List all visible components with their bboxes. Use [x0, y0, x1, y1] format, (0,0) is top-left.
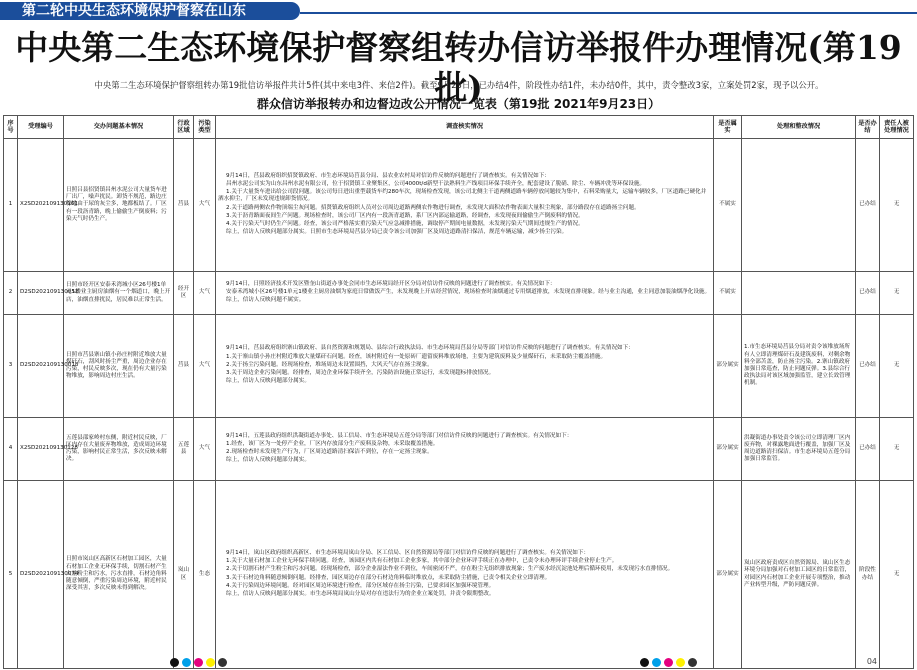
row-region: 莒县 — [174, 315, 194, 418]
row-accountable: 无 — [880, 272, 914, 315]
section-rule — [300, 12, 917, 14]
row-handling: 洪凝街道办事处责令该公司立即清理厂区内废弃物，对裸露地面进行覆盖，加强厂区及周边道路清扫保洁。市生态环境局五莲分局加强日常监管。 — [742, 418, 856, 481]
investigation-paragraph: 1.经查，该厂区为一处停产企业，厂区内存放部分生产废料及杂物，未采取覆盖措施。 — [226, 440, 439, 447]
row-issue: 五莲县邵家岭村东侧，附近村民反映，厂区内存在大量废弃物堆放，造成周边环境污染，影响村民正常生活，多次反映未解决。 — [64, 418, 174, 481]
col-closed: 是否办结 — [856, 116, 880, 139]
investigation-paragraph: 综上，信访人反映问题部分属实。 — [226, 378, 310, 385]
col-id: 受理编号 — [18, 116, 64, 139]
investigation-paragraph: 综上，信访人反映问题不属实。 — [226, 297, 305, 304]
col-region: 行政区域 — [174, 116, 194, 139]
investigation-paragraph: 4.关于污染天气时仍生产问题。经查，该公司严格落实重污染天气应急减排措施，调取停产期间电量数据，未发现污染天气期间违规生产的情况。 — [226, 220, 584, 227]
investigation-paragraph: 9月14日，莒县政府组织寨山镇政府、县自然资源和规划局、县综合行政执法局、市生态环境局莒县分局等部门对信访件反映的问题进行了调查核实。有关情况如下： — [226, 345, 634, 352]
row-issue: 日照市岚山区高新区石材加工园区，大量石材加工企业无环保手续，切割石材产生大量粉尘和污水，污水直排，石材边角料随意倾倒，严重污染周边环境，附近村民深受其害，多次反映未得到解决。 — [64, 481, 174, 669]
investigation-paragraph: 1.关于大量货车进出给公司段问题。该公司每日进出重型载货车约280车次，现场检查发现，该公司北侧主干道两侧道路车辆停放问题较为集中，石料采购量大，运输车辆较多，厂区道路已硬化并洒水抑尘，厂区未发现违规卸货情况。 — [218, 189, 707, 203]
investigation-paragraph: 综上，信访人反映问题部分属实。日照市生态环境局莒县分局已责令该公司加强厂区及周边道路清扫保洁，规范车辆运输，减少扬尘污染。 — [226, 229, 568, 236]
table-row — [4, 272, 914, 315]
investigation-paragraph: 1.关于寨山镇小孙庄村附近堆放大量煤矸石问题。经查，该村附近有一处原砖厂遗留废料堆放场地，主要为建筑废料及少量煤矸石，未采取防尘覆盖措施。 — [226, 353, 607, 360]
row-issue: 日照市经开区安泰禾湾城小区26号楼1单元1楼业主厨房油烟有一个烟道口，晚上开店，油烟直排扰民，居民难以正常生活。 — [64, 272, 174, 315]
investigation-paragraph: 4.关于污染周边环境问题。经对园区周边环境进行检查，部分区域存在扬尘污染，已要求园区加强环境管理。 — [226, 582, 495, 589]
row-type: 大气 — [194, 418, 216, 481]
row-verified: 部分属实 — [714, 418, 742, 481]
row-closed: 已办结 — [856, 139, 880, 272]
row-handling: 1.市生态环境局莒县分局对责令该堆放场所有人立即清理煤矸石及建筑废料，对剩余物料全部苫盖，防止扬尘污染。2.寨山镇政府加强日常巡查，防止问题反弹。3.县综合行政执法局对该区域加强监管，建立长效管理机制。 — [742, 315, 856, 418]
investigation-paragraph: 3.关于周边企业污染问题。经排查，周边企业环保手续齐全，污染防治设施正常运行，未发现超标排放情况。 — [226, 370, 495, 377]
row-issue: 日照市莒县寨山镇小孙庄村附近堆放大量煤矸石，刮风时扬尘严重，周边企业存在污染，村民反映多次，现在仍有大量污染物堆放，影响周边村庄生活。 — [64, 315, 174, 418]
headline: 中央第二生态环境保护督察组转办信访举报件办理情况(第19批) — [15, 28, 902, 107]
row-id: D2SD202109130052 — [18, 272, 64, 315]
row-closed: 已办结 — [856, 315, 880, 418]
row-id: X2SD202109130128 — [18, 418, 64, 481]
registration-dot — [194, 658, 203, 667]
registration-dot — [688, 658, 697, 667]
investigation-paragraph: 2.关于扬尘污染问题。经现场检查，堆场周边未设置围挡，大风天气存在扬尘现象。 — [226, 361, 433, 368]
investigation-paragraph: 9月14日，五莲县政府组织洪凝街道办事处、县工信局、市生态环境局五莲分局等部门对信访件反映的问题进行了调查核实。有关情况如下： — [226, 432, 573, 439]
row-accountable: 无 — [880, 481, 914, 669]
investigation-paragraph: 昌州水泥公司实为山东昌州水泥有限公司，位于招贤镇工业聚集区，公司4000t/d新型干法熟料生产线项目环保手续齐全，配套建设了脱硝、除尘、车辆冲洗等环保设施。 — [226, 180, 646, 187]
row-region: 经开区 — [174, 272, 194, 315]
registration-dot — [218, 658, 227, 667]
lead-paragraph: 中央第二生态环境保护督察组转办第19批信访举报件共计5件(其中来电3件、来信2件)。截至9月23日，已办结4件，阶段性办结1件，未办结0件，其中，责令整改3家，立案处罚2家，现予以公开。 — [94, 80, 824, 90]
row-closed: 阶段性办结 — [856, 481, 880, 669]
row-id: D2SD202109130074 — [18, 481, 64, 669]
row-region: 莒县 — [174, 139, 194, 272]
table-row — [4, 315, 914, 418]
row-type: 大气 — [194, 315, 216, 418]
investigation-paragraph: 1.关于大量石材加工企业无环保手续问题。经查，该园区内共有石材加工企业多家，其中部分企业环评手续正在办理中，已责令未办理环评手续企业停止生产。 — [226, 558, 618, 565]
row-investigation — [216, 272, 714, 315]
investigation-paragraph: 安泰禾湾城小区26号楼1单元1楼业主厨房油烟为家庭日常做饭产生，未发现晚上开店经营情况，现场检查时油烟通过专用烟道排放，未发现直排现象。经与业主沟通，业主同意加装油烟净化设施。 — [226, 288, 711, 295]
row-handling — [742, 272, 856, 315]
investigation-paragraph: 9月14日，岚山区政府组织高新区、市生态环境局岚山分局、区工信局、区自然资源局等部门对信访件反映的问题进行了调查核实。有关情况如下： — [226, 549, 590, 556]
row-verified: 部分属实 — [714, 315, 742, 418]
col-seq: 序号 — [4, 116, 18, 139]
row-accountable: 无 — [880, 139, 914, 272]
row-id: X2SD202109130161 — [18, 139, 64, 272]
row-region: 岚山区 — [174, 481, 194, 669]
investigation-paragraph: 2.关于切割石材产生粉尘和污水问题。经现场检查，部分企业湿法作业不到位，车间密闭不严，存在粉尘无组织排放现象；生产废水经沉淀池处理后循环使用，未发现污水直排情况。 — [226, 566, 674, 573]
table-row — [4, 481, 914, 669]
row-type: 生态 — [194, 481, 216, 669]
row-accountable: 无 — [880, 315, 914, 418]
page-marker: 04 — [866, 657, 877, 666]
col-type: 污染类型 — [194, 116, 216, 139]
section-banner — [0, 0, 917, 22]
investigation-paragraph: 3.关于石材边角料随意倾倒问题。经排查，园区周边存在部分石材边角料临时堆放点，未采取防尘措施，已责令相关企业立即清理。 — [226, 574, 551, 581]
row-seq: 1 — [4, 139, 18, 272]
row-handling: 岚山区政府责成区自然资源局、岚山区生态环境分局加强对石材加工园区的日常监管，对园区内石材加工企业开展专项整治，推动产业转型升级，严防问题反弹。 — [742, 481, 856, 669]
row-closed: 已办结 — [856, 272, 880, 315]
table-header-row — [4, 116, 914, 139]
row-closed: 已办结 — [856, 418, 880, 481]
disclosure-table — [3, 115, 914, 669]
row-issue: 日照吕县招贤镇昌州水泥公司大量货车进厂出厂，噪声扰民。卸货不规范，路边庄稼地由于尿的灰尘多，地都板结了。厂区有一段沥青路，晚上偷偷生产倒废料；污染天气时仍生产。 — [64, 139, 174, 272]
registration-dot — [206, 658, 215, 667]
row-type: 大气 — [194, 139, 216, 272]
table-row — [4, 418, 914, 481]
row-type: 大气 — [194, 272, 216, 315]
col-investigation: 调查核实情况 — [216, 116, 714, 139]
registration-dot — [676, 658, 685, 667]
row-verified: 部分属实 — [714, 481, 742, 669]
registration-dot — [640, 658, 649, 667]
registration-dot — [182, 658, 191, 667]
registration-dot — [170, 658, 179, 667]
row-investigation — [216, 481, 714, 669]
row-seq: 3 — [4, 315, 18, 418]
row-investigation — [216, 139, 714, 272]
investigation-paragraph: 综上，信访人反映问题部分属实。市生态环境局岚山分局对存在违法行为的企业立案处罚，并责令限期整改。 — [226, 590, 495, 597]
row-seq: 2 — [4, 272, 18, 315]
investigation-paragraph: 综上，信访人反映问题部分属实。 — [226, 457, 310, 464]
row-id: D2SD202109130018 — [18, 315, 64, 418]
investigation-paragraph: 2.现场检查时未发现生产行为，厂区周边道路清扫保洁不到位，存在一定扬尘现象。 — [226, 449, 433, 455]
row-handling — [742, 139, 856, 272]
investigation-paragraph: 9月14日，日照经济技术开发区暨奎山街道办事处会同市生态环境局经开区分局对信访件反映的问题进行了调查核实。有关情况如下： — [226, 280, 556, 287]
table-title: 群众信访举报转办和边督边改公开情况一览表（第19批 2021年9月23日） — [256, 97, 661, 111]
registration-dots-left — [170, 658, 227, 667]
investigation-paragraph: 2.关于道路两侧农作物顶端尘灰问题。招贤镇政府组织人员对公司周边道路两侧农作物进行调查，未发现大面积农作物表面大量积尘现象，部分路段存在道路扬尘问题。 — [226, 204, 640, 211]
col-handling: 处理和整改情况 — [742, 116, 856, 139]
investigation-paragraph: 9月14日，莒县政府组织招贤镇政府、市生态环境局莒县分局、县农业农村局对信访件反映的问题进行了调查核实。有关情况如下： — [226, 172, 550, 179]
registration-dot — [652, 658, 661, 667]
row-seq: 4 — [4, 418, 18, 481]
registration-dots-right — [640, 658, 697, 667]
row-verified: 不属实 — [714, 139, 742, 272]
row-seq: 5 — [4, 481, 18, 669]
row-investigation — [216, 418, 714, 481]
col-accountable: 责任人被处理情况 — [880, 116, 914, 139]
col-verified: 是否属实 — [714, 116, 742, 139]
col-issue: 交办问题基本情况 — [64, 116, 174, 139]
row-verified: 不属实 — [714, 272, 742, 315]
row-investigation — [216, 315, 714, 418]
investigation-paragraph: 3.关于沥青路面夜间生产问题。现场检查时，该公司厂区内有一段沥青道路，系厂区内部运输道路，经调查，未发现夜间偷偷生产倒废料的情况。 — [226, 212, 584, 219]
row-region: 五莲县 — [174, 418, 194, 481]
section-label: 第二轮中央生态环境保护督察在山东 — [22, 3, 246, 19]
registration-dot — [664, 658, 673, 667]
row-accountable: 无 — [880, 418, 914, 481]
disclosure-table-wrap — [3, 115, 913, 655]
print-footer — [0, 656, 917, 670]
table-row — [4, 139, 914, 272]
